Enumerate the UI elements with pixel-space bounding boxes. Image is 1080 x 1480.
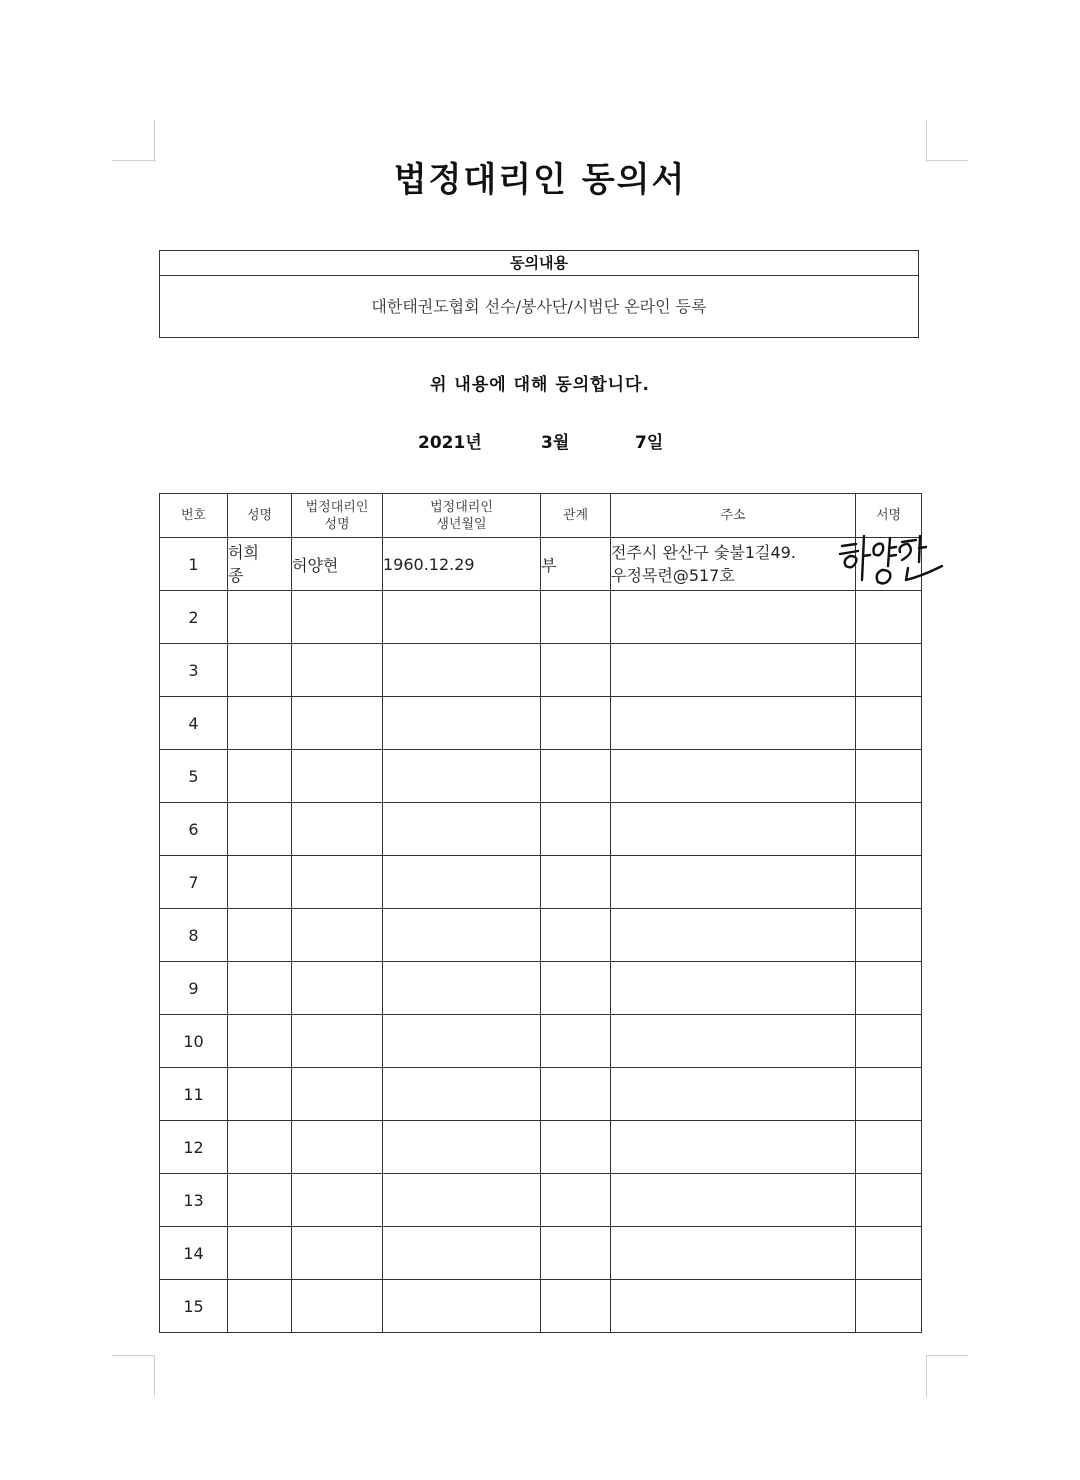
table-row [160,644,922,697]
crop-mark [112,1355,154,1356]
row-number: 5 [160,750,228,803]
table-row [160,1280,922,1333]
participant-name: 허희 종 [228,538,292,591]
row-number: 9 [160,962,228,1015]
table-row [160,856,922,909]
table-row [160,909,922,962]
address: 전주시 완산구 숯불1길49. 우정목련@517호 [611,538,856,591]
header-guardian-birth: 법정대리인 생년월일 [383,494,541,538]
consent-content: 대한태권도협회 선수/봉사단/시범단 온라인 등록 [371,297,707,316]
header-address: 주소 [611,494,856,538]
table-row [160,750,922,803]
guardian-name: 허양현 [292,538,383,591]
row-number: 12 [160,1121,228,1174]
crop-mark [154,1355,155,1397]
handwritten-signature [836,530,946,588]
row-number: 15 [160,1280,228,1333]
row-number: 14 [160,1227,228,1280]
row-number: 11 [160,1068,228,1121]
table-row [160,591,922,644]
document-title: 법정대리인 동의서 [393,160,687,200]
row-number: 13 [160,1174,228,1227]
signature-cell [856,538,922,591]
row-number: 7 [160,856,228,909]
header-relation: 관계 [541,494,611,538]
table-row [160,1174,922,1227]
row-number: 10 [160,1015,228,1068]
row-number: 4 [160,697,228,750]
relation: 부 [541,538,611,591]
crop-mark [926,1355,968,1356]
consent-box [159,250,919,338]
registration-table [159,493,922,1333]
table-row [160,538,922,591]
row-number: 3 [160,644,228,697]
table-row [160,1015,922,1068]
date-month: 3월 [541,433,570,453]
date-day: 7일 [635,433,664,453]
row-number: 8 [160,909,228,962]
crop-mark [926,1355,927,1397]
guardian-birthdate: 1960.12.29 [383,538,541,591]
row-number: 1 [160,538,228,591]
table-row [160,1068,922,1121]
row-number: 6 [160,803,228,856]
table-row [160,962,922,1015]
header-signature: 서명 [856,494,922,538]
consent-header: 동의내용 [160,251,918,276]
table-row [160,1121,922,1174]
table-row [160,1227,922,1280]
date-year: 2021년 [418,433,482,453]
agreement-statement: 위 내용에 대해 동의합니다. [430,375,650,395]
header-number: 번호 [160,494,228,538]
table-row [160,803,922,856]
header-guardian-name: 법정대리인 성명 [292,494,383,538]
table-header-row [160,494,922,538]
header-name: 성명 [228,494,292,538]
row-number: 2 [160,591,228,644]
table-row [160,697,922,750]
